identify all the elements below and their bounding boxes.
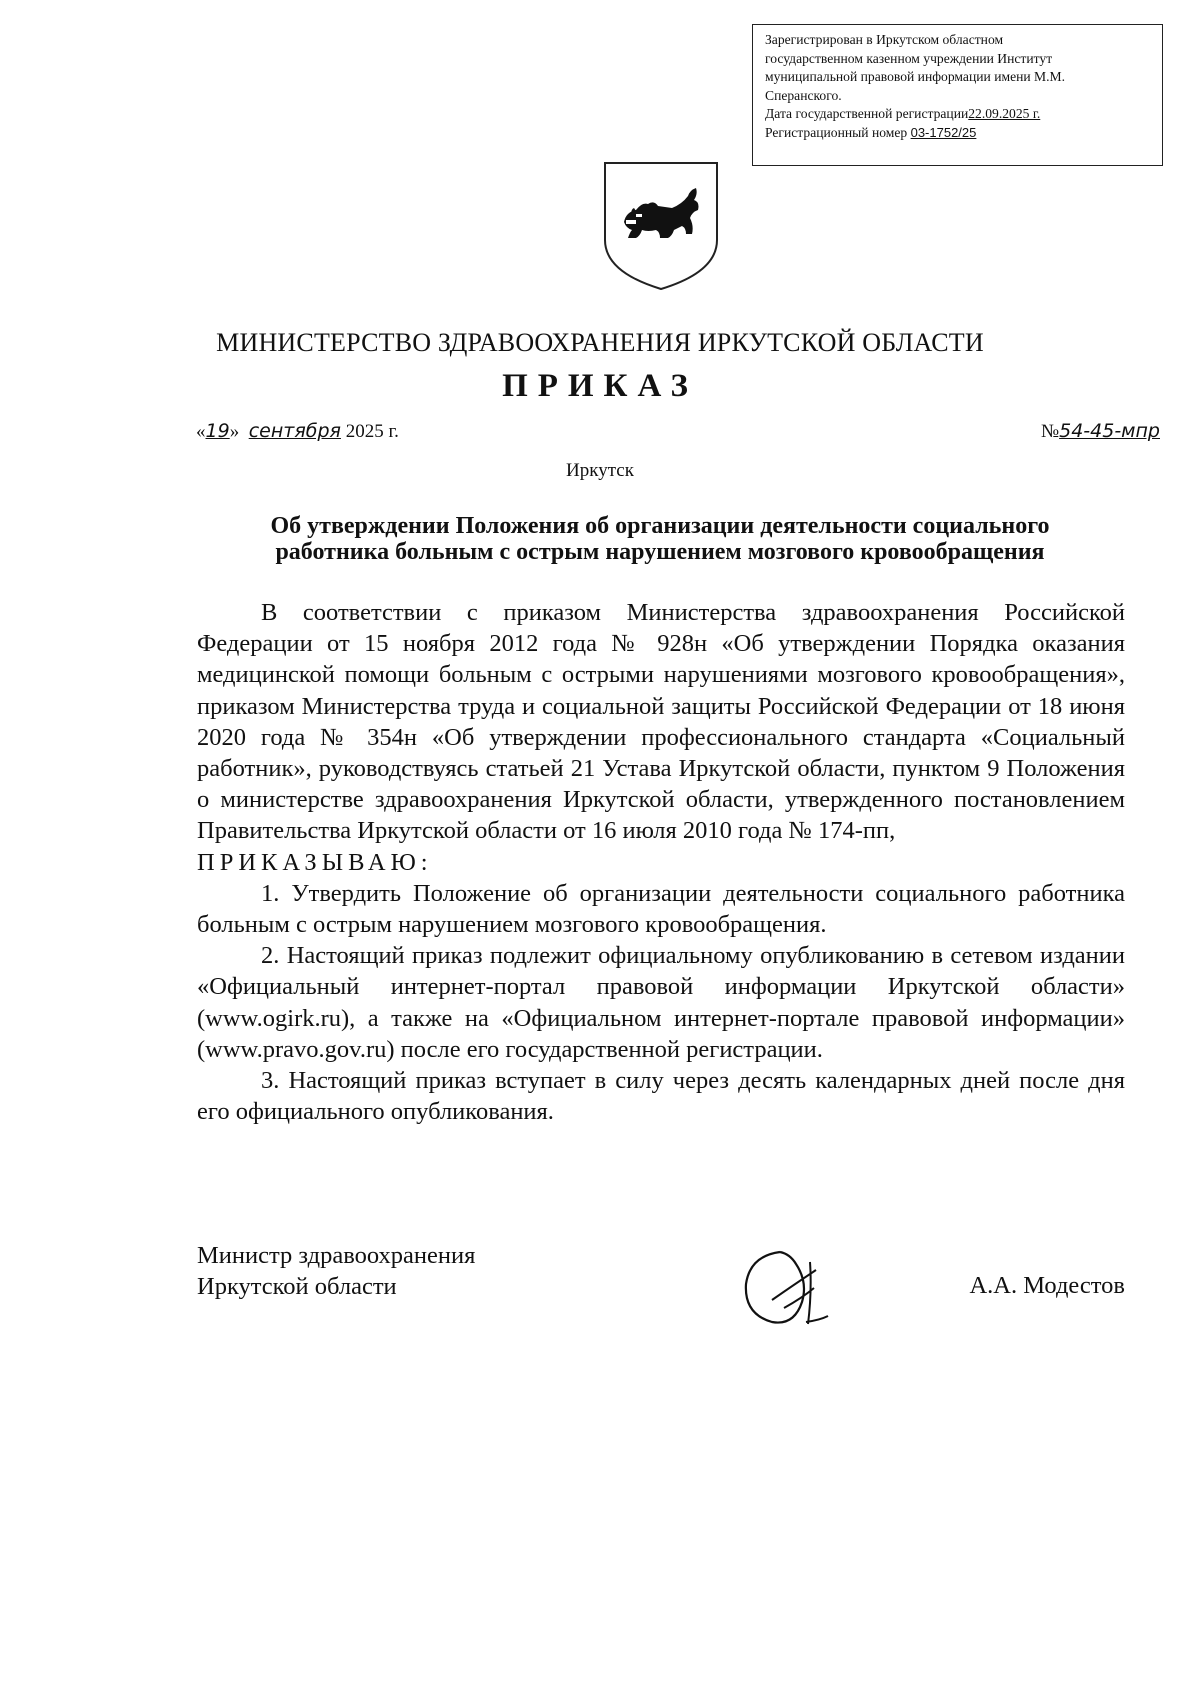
order-word: ПРИКАЗЫВАЮ: (197, 848, 433, 876)
registration-number-value: 03-1752/25 (910, 124, 977, 140)
order-item-3: 3. Настоящий приказ вступает в силу через десять календарных дней после дня его официального опубликования. (197, 1067, 1125, 1126)
signature-icon (732, 1242, 852, 1332)
registration-number-label: Регистрационный номер (765, 124, 908, 140)
registration-line-1: Зарегистрирован в Иркутском областном (765, 32, 1004, 47)
document-type-title: ПРИКАЗ (502, 368, 698, 404)
signer-position-line-1: Министр здравоохранения (197, 1242, 476, 1269)
ministry-name: МИНИСТЕРСТВО ЗДРАВООХРАНЕНИЯ ИРКУТСКОЙ ОБЛАСТИ (216, 328, 984, 357)
order-item-1: 1. Утвердить Положение об организации деятельности социального работника больным с острым нарушением мозгового кровообращения. (197, 879, 1125, 939)
signer-position (197, 1240, 475, 1302)
registration-date-value: 22.09.2025 г. (968, 106, 1041, 121)
order-number (1041, 420, 1160, 443)
signer-position-line-2: Иркутской области (197, 1273, 397, 1300)
date-day: 19 (205, 420, 230, 442)
registration-line-3: муниципальной правовой информации имени М.М. (765, 69, 1066, 84)
order-number-prefix: № (1040, 421, 1060, 442)
subject-line-1: Об утверждении Положения об организации деятельности социального (270, 513, 1050, 539)
order-item-2: 2. Настоящий приказ подлежит официальному опубликованию в сетевом издании «Официальный интернет-портал правовой информации Иркутской области» (www.ogirk.ru), а также на «Официальном интернет-портале правовой информации» (www.pravo.gov.ru) после его государственной регистрации. (197, 942, 1125, 1063)
registration-line-4: Сперанского. (765, 87, 842, 103)
registration-stamp (752, 24, 1163, 166)
date-close-quote: » (229, 421, 240, 442)
order-date (196, 420, 399, 443)
coat-of-arms-icon (602, 160, 720, 292)
date-year: 2025 г. (345, 421, 399, 442)
registration-date-label: Дата государственной регистрации (765, 106, 969, 121)
city-name: Иркутск (566, 460, 634, 481)
signer-name: А.А. Модестов (969, 1272, 1125, 1299)
order-number-value: 54-45-мпр (1059, 420, 1160, 442)
subject-line-2: работника больным с острым нарушением мозгового кровообращения (275, 539, 1045, 565)
registration-line-2: государственном казенном учреждении Институт (765, 50, 1053, 66)
registration-date-row (765, 105, 1152, 124)
document-body (197, 597, 1125, 1127)
date-month: сентября (248, 420, 341, 442)
document-subject (200, 513, 1120, 565)
preamble-paragraph: В соответствии с приказом Министерства здравоохранения Российской Федерации от 15 ноября 2012 года № 928н «Об утверждении Порядка оказания медицинской помощи больным с острыми нарушениями мозгового кровообращения», приказом Министерства труда и социальной защиты Российской Федерации от 18 июня 2020 года № 354н «Об утверждении профессионального стандарта «Социальный работник», руководствуясь статьей 21 Устава Иркутской области, пунктом 9 Положения о министерстве здравоохранения Иркутской области, утвержденного постановлением Правительства Иркутской области от 16 июля 2010 года № 174-пп, (197, 599, 1125, 845)
date-open-quote: « (196, 421, 206, 442)
registration-number-row (765, 124, 1152, 143)
